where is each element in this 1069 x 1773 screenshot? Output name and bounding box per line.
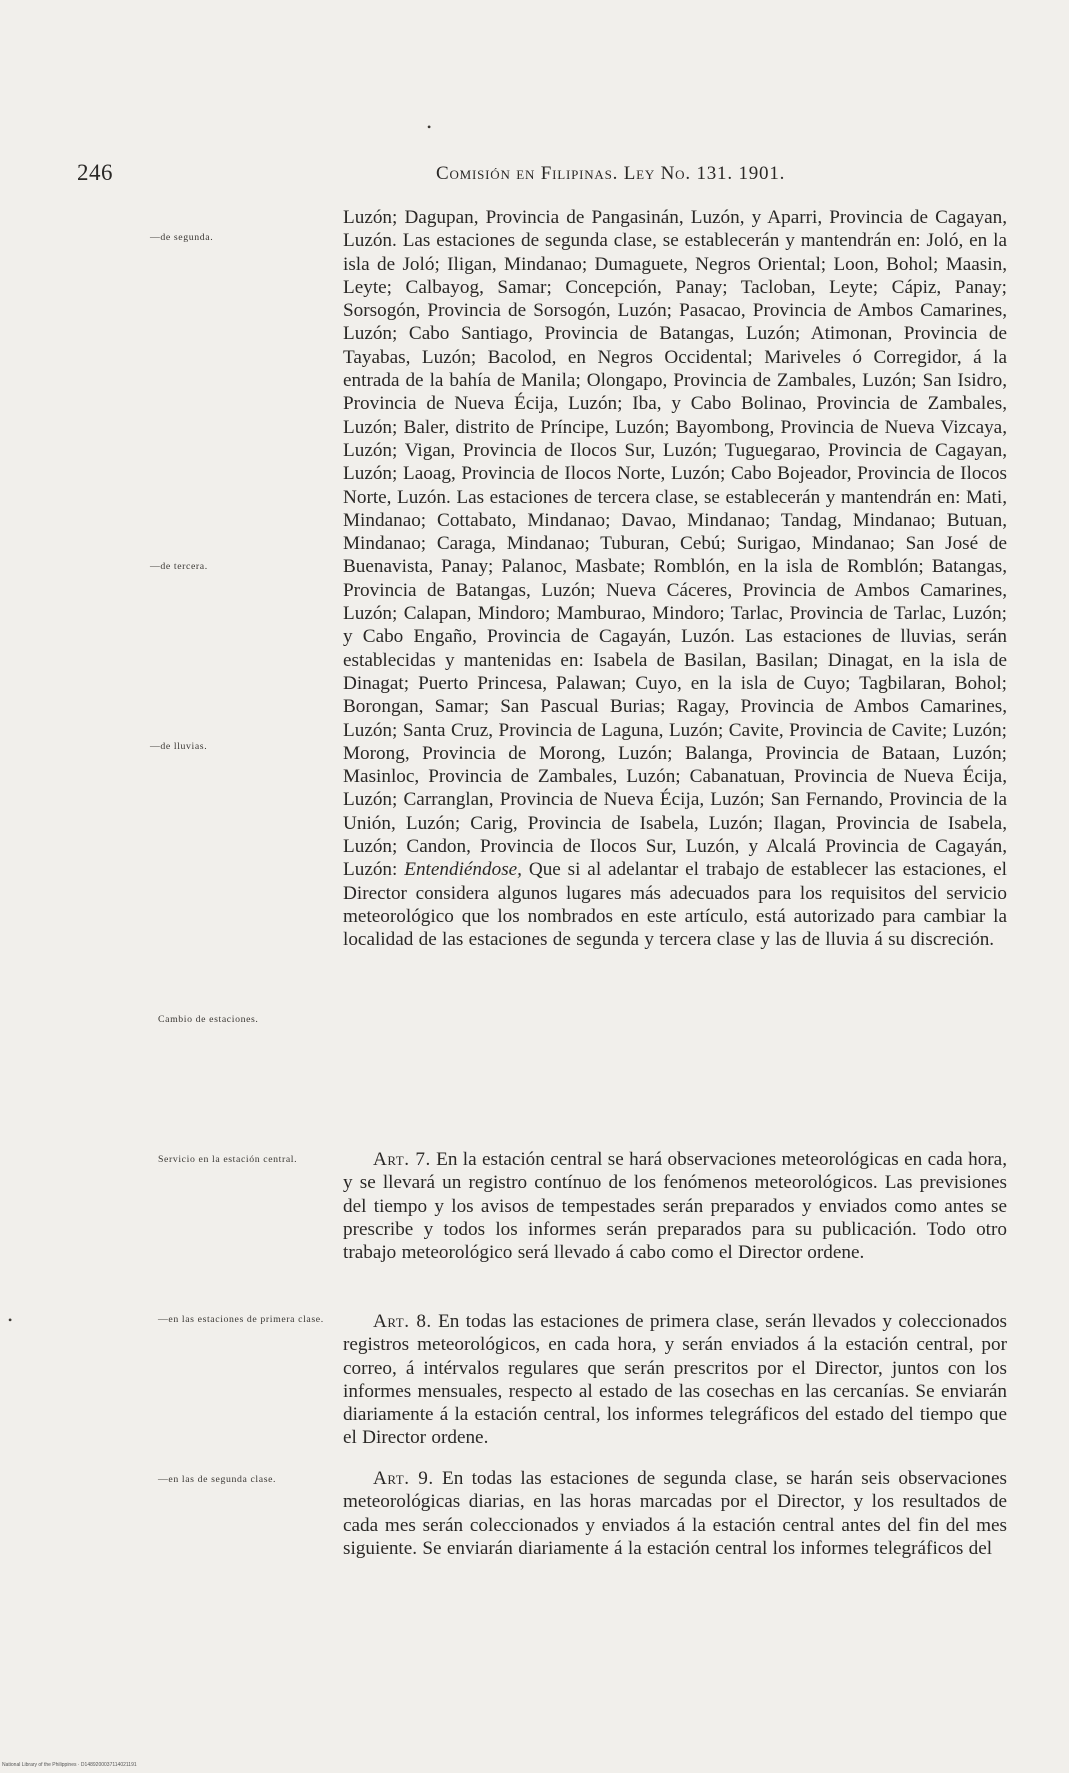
article-text: En todas las estaciones de segunda clase, se harán seis observaciones meteorológicas diarias, en las horas marcadas por el Director, y los resultados de cada mes serán coleccionados y enviados á la estación central antes del fin del mes siguiente. Se enviarán diariamente á la estación central los informes telegráficos del (343, 1468, 1008, 1559)
margin-note-servicio-central: Servicio en la estación central. (158, 1154, 298, 1165)
ink-speck: • (427, 120, 432, 134)
margin-note-cambio-estaciones: Cambio de estaciones. (158, 1014, 259, 1025)
article-label: Art. 9. (373, 1468, 434, 1489)
page-number: 246 (77, 160, 113, 185)
running-head: Comisión en Filipinas. Ley No. 131. 1901. (436, 163, 786, 184)
article-8 (343, 1310, 1007, 1450)
article-7 (343, 1148, 1007, 1264)
margin-note-segunda-clase: —en las de segunda clase. (158, 1474, 277, 1485)
margin-note-primera-clase: —en las estaciones de primera clase. (158, 1314, 324, 1325)
article-label: Art. 8. (373, 1311, 432, 1332)
article-label: Art. 7. (373, 1149, 431, 1170)
article-text: En todas las estaciones de primera clase, serán llevados y coleccionados registros meteorológicos, en cada hora, y serán enviados á la estación central, por correo, á intérvalos regulares que serán prescritos por el Director, juntos con los informes mensuales, respecto al estado de las cosechas en las cercanías. Se enviarán diariamente á la estación central, los informes telegráficos del estado del tiempo que el Director ordene. (343, 1311, 1008, 1449)
margin-note-tercera: —de tercera. (150, 561, 208, 572)
proviso-word: Entendiéndose, (404, 859, 522, 881)
stations-list-text: Luzón; Dagupan, Provincia de Pangasinán, Luzón, y Aparri, Provincia de Cagayan, Luzón. Las estaciones de segunda clase, se establecerán y mantendrán en: Joló, en la isla de Joló; Iligan, Mindanao; Dumaguete, Negros Oriental; Loon, Bohol; Maasin, Leyte; Calbayog, Samar; Concepción, Panay; Tacloban, Leyte; Cápiz, Panay; Sorsogón, Provincia de Sorsogón, Luzón; Pasacao, Provincia de Ambos Camarines, Luzón; Cabo Santiago, Provincia de Batangas, Luzón; Atimonan, Provincia de Tayabas, Luzón; Bacolod, en Negros Occidental; Mariveles ó Corregidor, á la entrada de la bahía de Manila; Olongapo, Provincia de Zambales, Luzón; San Isidro, Provincia de Nueva Écija, Luzón; Iba, y Cabo Bolinao, Provincia de Zambales, Luzón; Baler, distrito de Príncipe, Luzón; Bayombong, Provincia de Nueva Vizcaya, Luzón; Vigan, Provincia de Ilocos Sur, Luzón; Tuguegarao, Provincia de Cagayan, Luzón; Laoag, Provincia de Ilocos Norte, Luzón; Cabo Bojeador, Provincia de Ilocos Norte, Luzón. Las estaciones de tercera clase, se establecerán y mantendrán en: Mati, Mindanao; Cottabato, Mindanao; Davao, Mindanao; Tandag, Mindanao; Butuan, Mindanao; Caraga, Mindanao; Tuburan, Cebú; Surigao, Mindanao; San José de Buenavista, Panay; Palanoc, Masbate; Romblón, en la isla de Romblón; Batangas, Provincia de Batangas, Luzón; Nueva Cáceres, Provincia de Ambos Camarines, Luzón; Calapan, Mindoro; Mamburao, Mindoro; Tarlac, Provincia de Tarlac, Luzón; y Cabo Engaño, Provincia de Cagayán, Luzón. Las estaciones de lluvias, serán establecidas y mantenidas en: Isabela de Basilan, Basilan; Dinagat, en la isla de Dinagat; Puerto Princesa, Palawan; Cuyo, en la isla de Cuyo; Tagbilaran, Bohol; Borongan, Samar; San Pascual Burias; Ragay, Provincia de Ambos Camarines, Luzón; Santa Cruz, Provincia de Laguna, Luzón; Cavite, Provincia de Cavite; Luzón; Morong, Provincia de Morong, Luzón; Balanga, Provincia de Bataan, Luzón; Masinloc, Provincia de Zambales, Luzón; Cabanatuan, Provincia de Nueva Écija, Luzón; Carranglan, Provincia de Nueva Écija, Luzón; San Fernando, Provincia de la Unión, Luzón; Carig, Provincia de Isabela, Luzón; Ilagan, Provincia de Isabela, Luzón; Candon, Provincia de Ilocos Sur, Luzón, y Alcalá Provincia de Cagayán, Luzón: (343, 207, 1007, 881)
margin-note-segunda: —de segunda. (150, 232, 214, 243)
article-text: En la estación central se hará observaciones meteorológicas en cada hora, y se llevará un registro contínuo de los fenómenos meteorológicos. Las previsiones del tiempo y los avisos de tempestades serán preparados y enviados como antes se prescribe y todos los informes serán preparados para su publicación. Todo otro trabajo meteorológico será llevado á cabo como el Director ordene. (343, 1149, 1007, 1264)
body-paragraph-stations (343, 206, 1007, 952)
ink-speck: • (8, 1313, 13, 1327)
margin-note-lluvias: —de lluvias. (150, 741, 208, 752)
proviso-text: Que si al adelantar el trabajo de establecer las estaciones, el Director considera algunos lugares más adecuados para los requisitos del servicio meteorológico que los nombrados en este artículo, está autorizado para cambiar la localidad de las estaciones de segunda y tercera clase y las de lluvia á su discreción. (343, 859, 1008, 951)
article-9 (343, 1467, 1007, 1560)
scan-footer: National Library of the Philippines · D1489200037114021191 (2, 1762, 137, 1768)
